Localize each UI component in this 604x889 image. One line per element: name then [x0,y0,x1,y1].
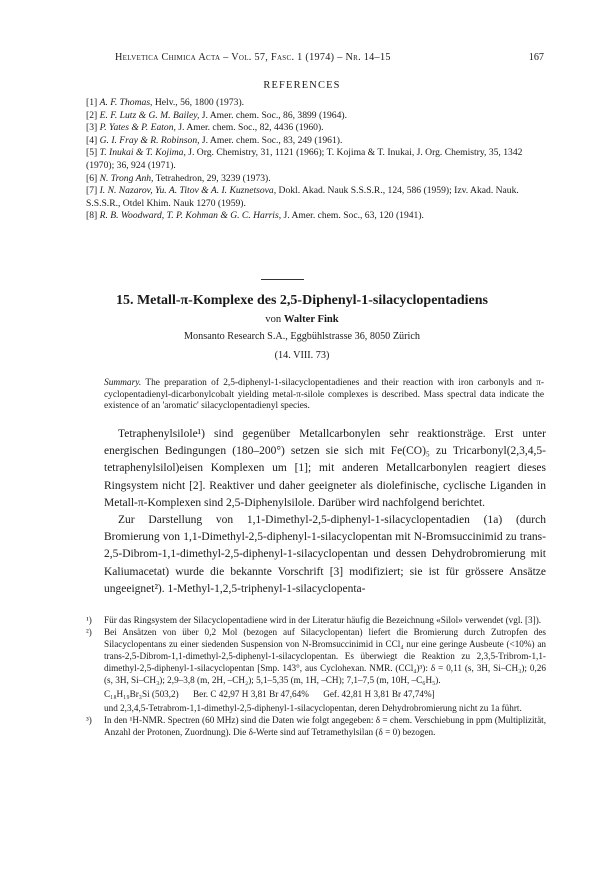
molecular-formula: C₁₈H₁₉Br₃Si (503,2) [104,689,179,699]
footnote-continuation: und 2,3,4,5-Tetrabrom-1,1-dimethyl-2,5-diphenyl-1-silacyclopentan, deren Dehydrobromierung nicht zu 1a führt. [104,703,522,713]
byline-prefix: von [265,314,284,325]
page-number: 167 [528,52,544,63]
reference-source: Tetrahedron, 29, 3239 (1973). [153,172,271,184]
reference-number: [6] [86,172,98,184]
reference-authors: I. N. Nazarov, Yu. A. Titov & A. I. Kuznetsova, [99,185,277,197]
footnote-mark: ²) [86,627,92,637]
reference-item [86,173,544,186]
calculated-values: Ber. C 42,97 H 3,81 Br 47,64% [193,689,309,699]
article-byline [0,314,604,325]
reference-item [86,110,544,123]
reference-authors: G. I. Fray & R. Robinson, [99,134,200,146]
reference-number: [5] [86,147,98,159]
body-paragraph: Tetraphenylsilole¹) sind gegenüber Metallcarbonylen sehr reaktionsträge. Erst unter energischen Bedingungen (180–200°) setzen sie sich mit Fe(CO)₅ zu Tricarbonyl(2,3,4,5-tetraphenylsilol)eisen Komplexen um [1]; mit anderen Metallcarbonylen reagiert dieses Ringsystem nicht [2]. Reaktiver und daher geeigneter als diolefinische, cyclische Liganden in Metall-π-Komplexen sind 2,5-Diphenylsilole. Darüber wird nachfolgend berichtet. [104,428,546,509]
reference-item [86,135,544,148]
reference-source: J. Amer. chem. Soc., 86, 3899 (1964). [199,109,347,121]
reference-authors: R. B. Woodward, T. P. Kohman & G. C. Harris, [99,210,282,222]
footnote-text: Bei Ansätzen von über 0,2 Mol (bezogen auf Silacyclopentan) liefert die Bromierung durch Zutropfen des Silacyclopentans zu einer siedenden Suspension von N-Bromsuccinimid in CCl₄ nur eine geringe Ausbeute (<10%) an trans-2,5-Dibrom-1,1-dimethyl-2,5-diphenyl-1-silacyclopentan. Es überwiegt die Reaktion zu 2,3,5-Tribrom-1,1-dimethyl-2,5-diphenyl-1-silacyclopentan [Smp. 143°, aus Cyclohexan. NMR. (CCl₄)³): δ = 0,11 (s, 3H, Si–CH₃); 0,26 (s, 3H, Si–CH₃); 2,9–3,8 (m, 2H, –CH₂); 5,1–5,35 (m, 1H, –CH); 7,1–7,5 (m, 10H, –C₆H₅). [104,627,546,685]
reference-number: [2] [86,109,98,121]
reference-source: J. Amer. chem. Soc., 63, 120 (1941). [281,210,424,222]
reference-authors: P. Yates & P. Eaton, [99,122,176,134]
article-title: 15. Metall-π-Komplexe des 2,5-Diphenyl-1-silacyclopentadiens [115,293,489,308]
reference-source: J. Amer. chem. Soc., 83, 249 (1961). [199,134,343,146]
reference-item [86,185,544,210]
footnotes [86,614,546,738]
reference-number: [3] [86,122,98,134]
summary-label: Summary. [104,378,142,388]
reference-source: Dokl. Akad. Nauk S.S.S.R., 124, 586 (1959); Izv. Akad. Nauk. S.S.S.R., Otdel Khim. Nauk 1270 (1959). [86,185,519,209]
reference-item [86,122,544,135]
journal-header: Helvetica Chimica Acta – Vol. 57, Fasc. 1 (1974) – Nr. 14–15 [115,52,391,63]
found-values: Gef. 42,81 H 3,81 Br 47,74%] [323,689,435,699]
reference-authors: A. F. Thomas, [99,97,153,108]
reference-authors: E. F. Lutz & G. M. Bailey, [99,109,200,121]
reference-item [86,97,544,110]
reference-item [86,210,544,223]
footnote-text: Für das Ringsystem der Silacyclopentadiene wird in der Literatur häufig die Bezeichnung «Silol» verwendet (vgl. [3]). [104,615,542,625]
reference-number: [4] [86,134,98,146]
footnote [86,614,546,626]
elemental-analysis [86,688,546,700]
author-name: Walter Fink [283,314,339,325]
reference-source: Helv., 56, 1800 (1973). [152,97,245,108]
body-text [104,426,546,598]
reference-source: J. Amer. chem. Soc., 82, 4436 (1960). [175,122,324,134]
reference-authors: T. Inukai & T. Kojima, [99,147,186,159]
reference-number: [1] [86,97,98,108]
body-paragraph: Zur Darstellung von 1,1-Dimethyl-2,5-diphenyl-1-silacyclopentadien (1a) (durch Bromierung von 1,1-Dimethyl-2,5-diphenyl-1-silacyclopentan mit N-Bromsuccinimid zu trans-2,5-Dibrom-1,1-dimethyl-2,5-diphenyl-1-silacyclopentan und dessen Dehydrobromierung mit Kaliumacetat) wurde die bekannte Vorschrift [3] modifiziert; sie ist für grössere Ansätze ungeeignet²). 1-Methyl-1,2,5-triphenyl-1-silacyclopenta- [104,514,546,595]
received-date: (14. VIII. 73) [274,350,330,361]
reference-number: [7] [86,185,98,197]
footnote [86,714,546,738]
footnote-mark: ¹) [86,615,92,625]
section-divider [261,279,304,280]
author-affiliation: Monsanto Research S.A., Eggbühlstrasse 36, 8050 Zürich [184,331,420,342]
reference-authors: N. Trong Anh, [99,172,154,184]
references-heading: REFERENCES [263,80,341,91]
reference-item [86,147,544,172]
footnote-mark: ³) [86,715,92,725]
reference-number: [8] [86,210,98,222]
summary-text: The preparation of 2,5-diphenyl-1-silacyclopentadienes and their reaction with iron carbonyls and π-cyclopentadienyl-dicarbonylcobalt yielding metal-π-silole complexes is described. Mass spectral data indicate the existence of an 'aromatic' silacyclopentadienyl species. [104,378,544,412]
reference-list [86,97,544,223]
reference-source: J. Org. Chemistry, 31, 1121 (1966); T. Kojima & T. Inukai, J. Org. Chemistry, 35, 1342 (1970); 36, 924 (1971). [86,147,523,171]
footnote [86,626,546,686]
footnote-text: In den ¹H-NMR. Spectren (60 MHz) sind die Daten wie folgt angegeben: δ = chem. Verschiebung in ppm (Multiplizität, Anzahl der Protonen, Zuordnung). Die δ-Werte sind auf Tetramethylsilan (δ = 0) bezogen. [104,715,546,737]
summary-abstract [104,378,544,413]
running-header [60,52,544,66]
